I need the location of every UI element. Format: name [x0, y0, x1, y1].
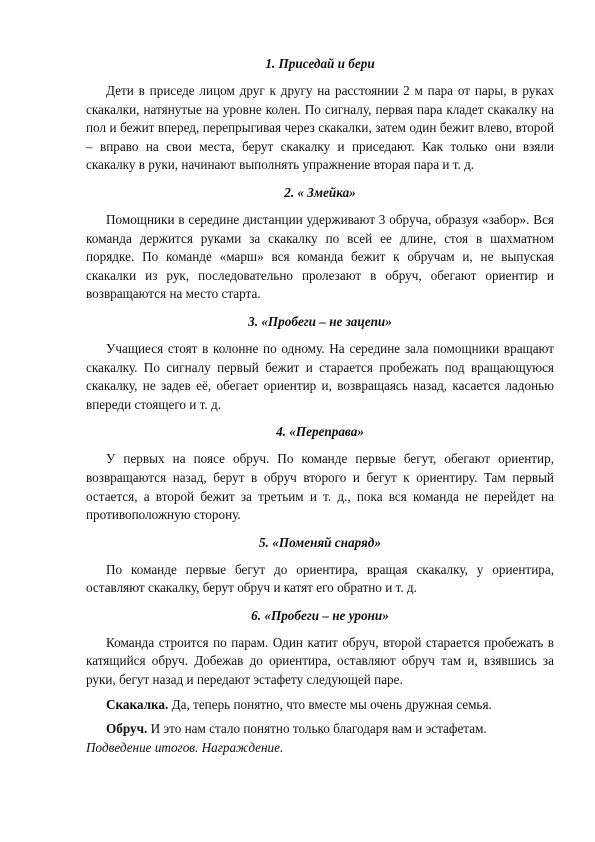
- section-heading: 3. «Пробеги – не зацепи»: [248, 313, 392, 329]
- section-heading: 1. Приседай и бери: [265, 56, 375, 71]
- dialogue-line: [86, 696, 554, 715]
- section-text: У первых на поясе обруч. По команде первые бегут, обегают ориентир, возвращаются назад, берут в обруч второго и бегут к ориентиру. Там первый остается, а второй бежит за третьим и т. д., пока вся команда не перейдет на противоположную сторону.: [86, 451, 554, 523]
- document-page: [86, 56, 554, 757]
- section-heading: 2. « Змейка»: [284, 184, 356, 200]
- closing-note: Подведение итогов. Награждение.: [86, 739, 284, 755]
- section-text: Команда строится по парам. Один катит обруч, второй старается пробежать в катящийся обруч. Добежав до ориентира, оставляют обруч там и, взявшись за руки, бегут назад и передают эстафету следующей паре.: [86, 634, 554, 688]
- speaker-name: Скакалка.: [106, 696, 169, 712]
- section-text: Дети в приседе лицом друг к другу на расстоянии 2 м пара от пары, в руках скакалки, натянутые на уровне колен. По сигналу, первая пара кладет скакалку на пол и бежит вперед, перепрыгивая через скакалки, затем один бежит влево, второй – вправо на свои места, берут скакалку и приседают. Как только они взяли скакалку в руки, начинают выполнять упражнение вторая пара и т. д.: [86, 83, 554, 173]
- speaker-name: Обруч.: [106, 721, 148, 737]
- dialogue-text: Да, теперь понятно, что вместе мы очень дружная семья.: [168, 696, 492, 712]
- section-text: Помощники в середине дистанции удерживают 3 обруча, образуя «забор». Вся команда держится руками за скакалку по всей ее длине, стоя в шахматном порядке. По команде «марш» вся команда бежит к обручам и, не выпуская скакалки из рук, последовательно пролезают в обруч, обегают ориентир и возвращаются на место старта.: [86, 211, 554, 302]
- dialogue-text: И это нам стало понятно только благодаря вам и эстафетам.: [147, 721, 487, 737]
- section-heading: 4. «Переправа»: [276, 424, 364, 440]
- section-heading: 5. «Поменяй снаряд»: [259, 534, 381, 550]
- section-heading: 6. «Пробеги – не урони»: [251, 607, 389, 623]
- dialogue-line: [86, 720, 554, 739]
- section-text: Учащиеся стоят в колонне по одному. На середине зала помощники вращают скакалку. По сигналу первый бежит и старается пробежать под вращающуюся скакалку, не задев её, обегает ориентир и, возвращаясь назад, касается ладонью впереди стоящего и т. д.: [86, 340, 554, 412]
- section-text: По команде первые бегут до ориентира, вращая скакалку, у ориентира, оставляют скакалку, берут обруч и катят его обратно и т. д.: [86, 561, 554, 596]
